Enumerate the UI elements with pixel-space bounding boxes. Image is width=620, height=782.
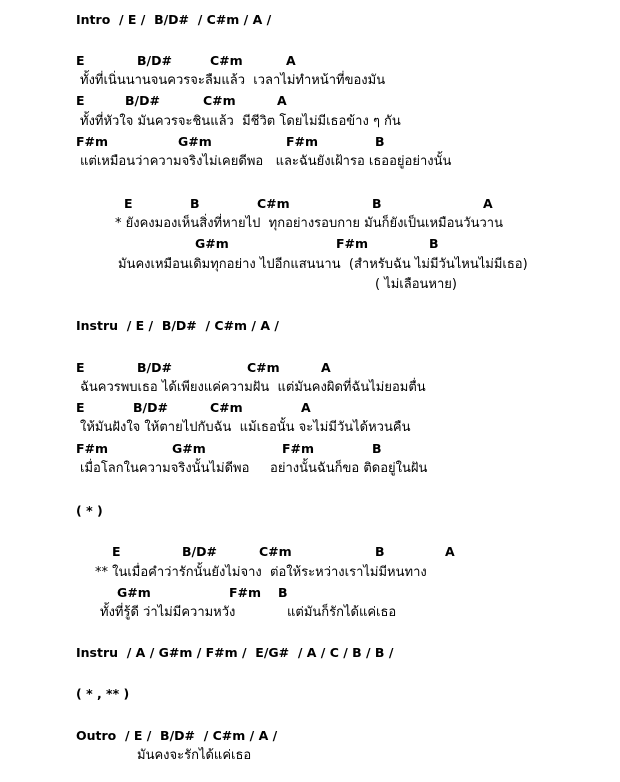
chord: C#m — [259, 544, 292, 559]
chord: C#m — [257, 196, 290, 211]
chord: F#m — [76, 134, 109, 149]
chord: F#m — [76, 441, 109, 456]
chord: B — [278, 585, 288, 600]
chord: F#m — [286, 134, 319, 149]
progression: / A / G#m / F#m / E/G# / A / C / B / B / — [126, 645, 394, 660]
chord: A — [286, 53, 296, 68]
repeat-marker: ( * , ** ) — [76, 686, 130, 701]
chord: A — [483, 196, 493, 211]
chord: B/D# — [125, 93, 160, 108]
chord: B — [375, 134, 385, 149]
section-label: Instru — [76, 645, 119, 660]
chord: C#m — [210, 400, 243, 415]
progression: / E / B/D# / C#m / A / — [126, 318, 279, 333]
chord: G#m — [172, 441, 206, 456]
lyric-line: ให้มันฝังใจ ให้ตายไปกับฉัน แม้เธอนั้น จะไม่มีวันได้หวนคืน — [80, 420, 411, 435]
chord: G#m — [178, 134, 212, 149]
chord: C#m — [247, 360, 280, 375]
lyric-line: เมื่อโลกในความจริงนั้นไม่ดีพอ อย่างนั้นฉันก็ขอ ติดอยู่ในฝัน — [80, 461, 428, 476]
lyric-line: มันคงจะรักได้แค่เธอ — [137, 748, 252, 763]
chord: B — [372, 441, 382, 456]
instru-line — [76, 318, 279, 334]
chord: E — [76, 53, 85, 68]
chord: A — [445, 544, 455, 559]
section-label: Instru — [76, 318, 119, 333]
chord: C#m — [203, 93, 236, 108]
chord: E — [76, 360, 85, 375]
instru-line — [76, 645, 393, 661]
lyric-line: แต่เหมือนว่าความจริงไม่เคยดีพอ และฉันยังเฝ้ารอ เธออยู่อย่างนั้น — [80, 154, 452, 169]
chord: F#m — [229, 585, 262, 600]
chord: B — [190, 196, 200, 211]
progression: / E / B/D# / C#m / A / — [119, 12, 272, 27]
outro-line — [76, 728, 277, 744]
chord: C#m — [210, 53, 243, 68]
chord: G#m — [117, 585, 151, 600]
chord: B — [375, 544, 385, 559]
lyric-line: ฉันควรพบเธอ ได้เพียงแค่ความฝัน แต่มันคงผิดที่ฉันไม่ยอมตื่น — [80, 380, 426, 395]
lyric-line: แต่มันก็รักได้แค่เธอ — [287, 605, 397, 620]
chord: E — [76, 400, 85, 415]
chord: B — [372, 196, 382, 211]
chord: B/D# — [182, 544, 217, 559]
chord: F#m — [336, 236, 369, 251]
section-label: Intro — [76, 12, 111, 27]
lyric-line: * ยังคงมองเห็นสิ่งที่หายไป ทุกอย่างรอบกาย มันก็ยังเป็นเหมือนวันวาน — [115, 216, 503, 231]
chord: A — [321, 360, 331, 375]
chord: E — [112, 544, 121, 559]
lyric-line: ทั้งที่เนิ่นนานจนควรจะลืมแล้ว เวลาไม่ทำหน้าที่ของมัน — [80, 73, 386, 88]
section-label: Outro — [76, 728, 117, 743]
lyric-line: ( ไม่เลือนหาย) — [375, 277, 457, 292]
chord: G#m — [195, 236, 229, 251]
repeat-marker: ( * ) — [76, 503, 103, 518]
lyric-line: ทั้งที่รู้ดี ว่าไม่มีความหวัง — [100, 605, 236, 620]
lyric-line: ทั้งที่หัวใจ มันควรจะชินแล้ว มีชีวิต โดยไม่มีเธอข้าง ๆ กัน — [80, 114, 401, 129]
chord: A — [277, 93, 287, 108]
chord: B — [429, 236, 439, 251]
chord: B/D# — [137, 53, 172, 68]
chord: E — [124, 196, 133, 211]
chord: A — [301, 400, 311, 415]
lyric-line: ** ในเมื่อคำว่ารักนั้นยังไม่จาง ต่อให้ระหว่างเราไม่มีหนทาง — [95, 565, 427, 580]
chord: F#m — [282, 441, 315, 456]
lyric-line: มันคงเหมือนเดิมทุกอย่าง ไปอีกแสนนาน (สำหรับฉัน ไม่มีวันไหนไม่มีเธอ) — [118, 257, 528, 272]
chord: B/D# — [137, 360, 172, 375]
chord: E — [76, 93, 85, 108]
intro-line — [76, 12, 271, 28]
progression: / E / B/D# / C#m / A / — [124, 728, 278, 743]
chord: B/D# — [133, 400, 168, 415]
